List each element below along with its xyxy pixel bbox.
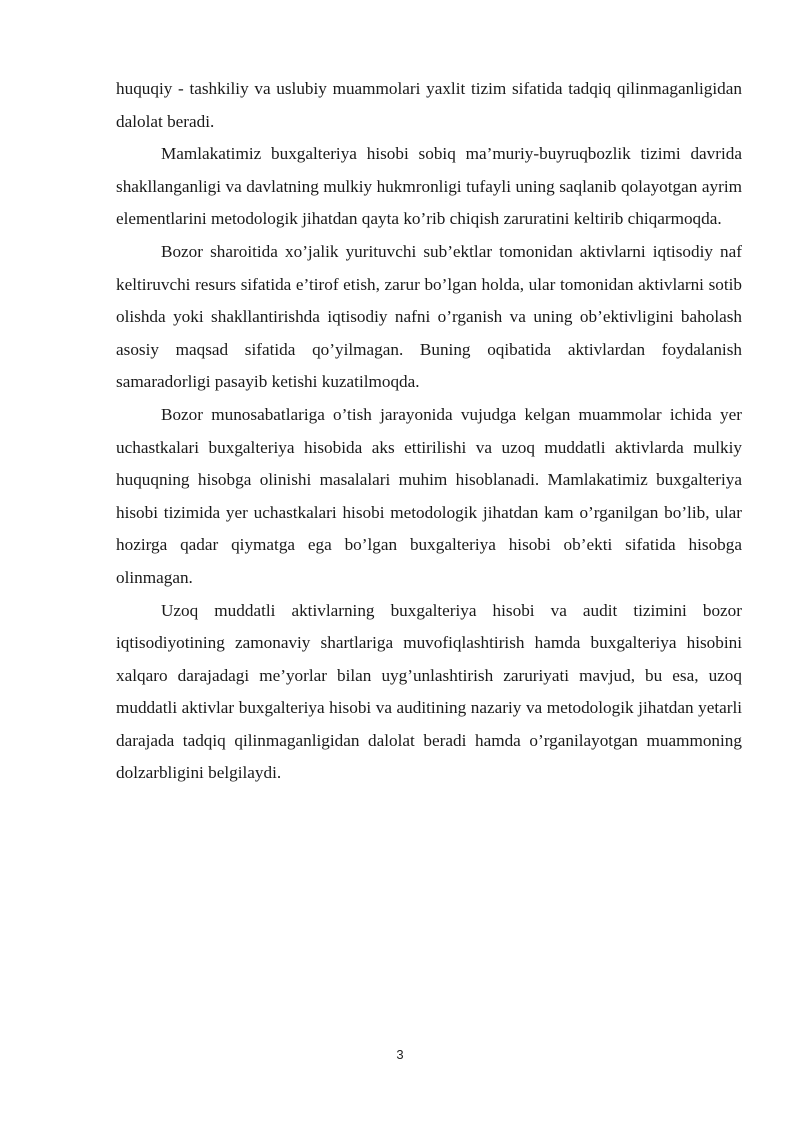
paragraph-continuation: huquqiy - tashkiliy va uslubiy muammolari yaxlit tizim sifatida tadqiq qilinmaganligidan dalolat beradi. (116, 79, 742, 131)
body-text (116, 73, 742, 790)
page-number: 3 (396, 1047, 404, 1062)
paragraph: Bozor munosabatlariga o’tish jarayonida vujudga kelgan muammolar ichida yer uchastkalari buxgalteriya hisobida aks ettirilishi va uzoq muddatli aktivlarda mulkiy huquqning hisobga olinishi masalalari muhim hisoblanadi. Mamlakatimiz buxgalteriya hisobi tizimida yer uchastkalari hisobi metodologik jihatdan kam o’rganilgan bo’lib, ular hozirga qadar qiymatga ega bo’lgan buxgalteriya hisobi ob’ekti sifatida hisobga olinmagan. (116, 404, 742, 587)
paragraph: Uzoq muddatli aktivlarning buxgalteriya hisobi va audit tizimini bozor iqtisodiyotining zamonaviy shartlariga muvofiqlashtirish hamda buxgalteriya hisobini xalqaro darajadagi me’yorlar bilan uyg’unlashtirish zaruriyati mavjud, bu esa, uzoq muddatli aktivlar buxgalteriya hisobi va auditining nazariy va metodologik jihatdan yetarli darajada tadqiq qilinmaganligidan dalolat beradi hamda o’rganilayotgan muammoning dolzarbligini belgilaydi. (116, 600, 742, 783)
paragraph: Bozor sharoitida xo’jalik yurituvchi sub’ektlar tomonidan aktivlarni iqtisodiy naf keltiruvchi resurs sifatida e’tirof etish, zarur bo’lgan holda, ular tomonidan aktivlarni sotib olishda yoki shakllantirishda iqtisodiy nafni o’rganish va uning ob’ektivligini baholash asosiy maqsad sifatida qo’yilmagan. Buning oqibatida aktivlardan foydalanish samaradorligi pasayib ketishi kuzatilmoqda. (116, 241, 742, 392)
paragraph: Mamlakatimiz buxgalteriya hisobi sobiq ma’muriy-buyruqbozlik tizimi davrida shakllanganligi va davlatning mulkiy hukmronligi tufayli uning saqlanib qolayotgan ayrim elementlarini metodologik jihatdan qayta ko’rib chiqish zaruratini keltirib chiqarmoqda. (116, 144, 742, 229)
